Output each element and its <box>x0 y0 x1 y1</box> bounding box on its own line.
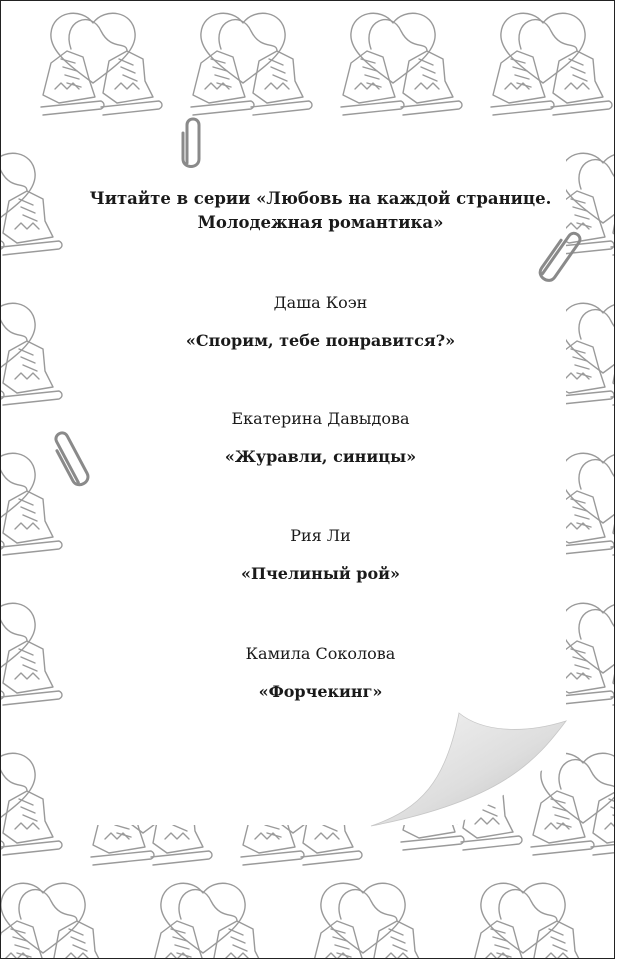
book-author: Даша Коэн <box>273 293 368 312</box>
book-author: Камила Соколова <box>245 644 396 663</box>
book-entry <box>68 526 573 584</box>
book-title: «Пчелиный рой» <box>240 564 401 583</box>
book-entry <box>68 293 573 351</box>
series-heading-line-2: Молодежная романтика» <box>197 213 444 232</box>
book-author: Рия Ли <box>290 526 351 545</box>
book-title: «Журавли, синицы» <box>224 447 417 466</box>
series-heading-line-1: Читайте в серии «Любовь на каждой странице. <box>89 189 552 208</box>
book-title: «Спорим, тебе понравится?» <box>185 331 456 350</box>
paperclip-icon <box>177 113 207 173</box>
book-entry <box>68 409 573 467</box>
paperclip-icon <box>536 221 586 291</box>
book-list-page <box>68 125 573 725</box>
series-heading <box>68 187 573 235</box>
book-entry <box>68 644 573 702</box>
book-author: Екатерина Давыдова <box>231 409 410 428</box>
paperclip-icon <box>46 423 96 493</box>
book-title: «Форчекинг» <box>258 682 383 701</box>
